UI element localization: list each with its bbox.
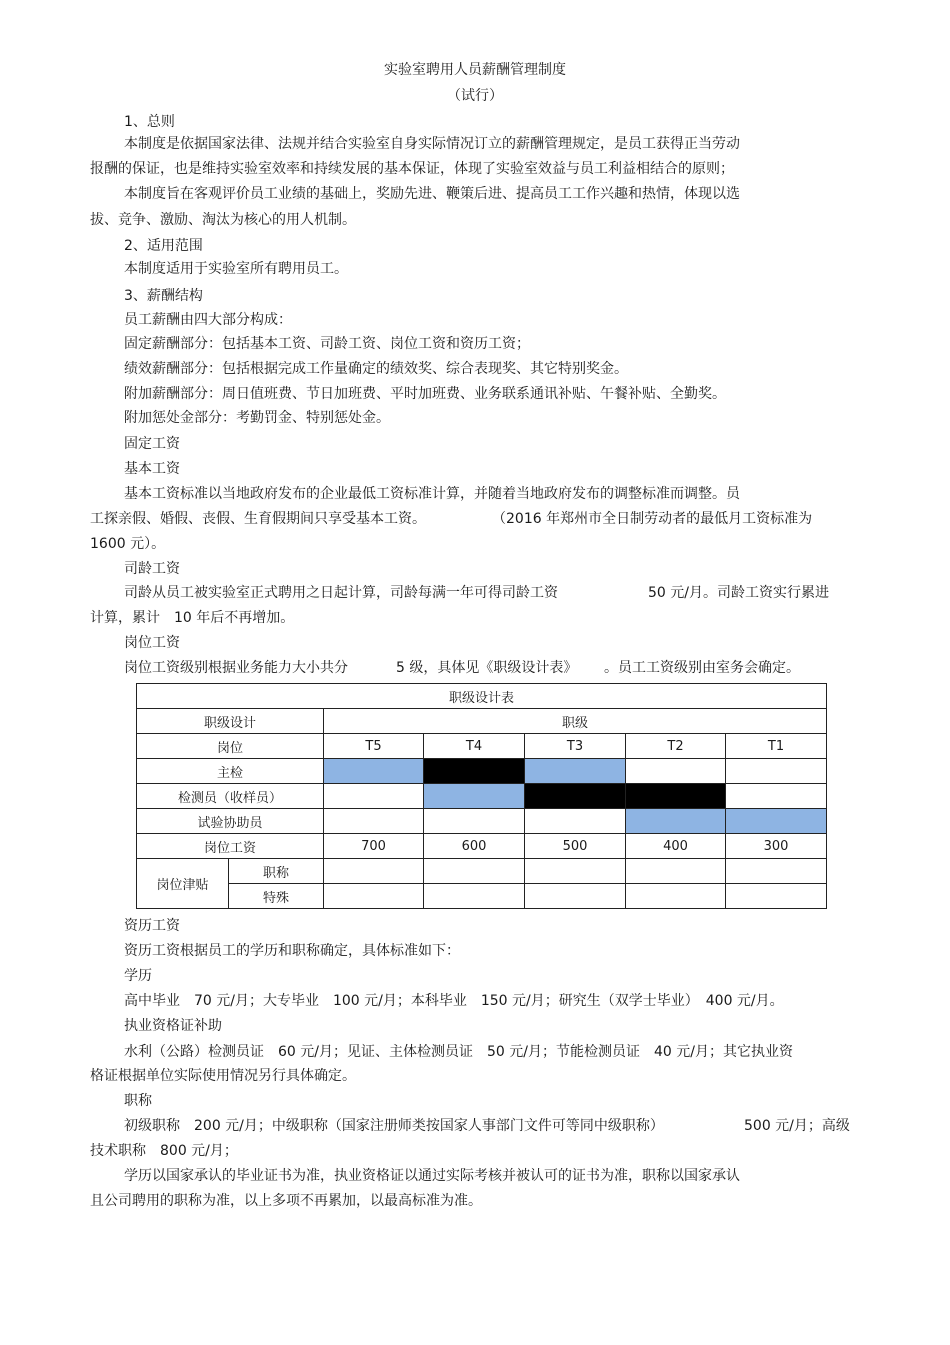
empty-cell	[626, 884, 726, 909]
paragraph-line: 500 元/月；高级	[744, 1118, 850, 1134]
paragraph-line: 50 元/月。司龄工资实行累进	[648, 585, 829, 601]
empty-cell	[525, 884, 626, 909]
subsection-heading: 执业资格证补助	[124, 1018, 222, 1034]
grade-cell	[525, 784, 626, 809]
wage-cell: 700	[324, 834, 424, 859]
post-name-cell: 试验协助员	[137, 809, 324, 834]
grade-cell	[726, 759, 827, 784]
paragraph-line: 技术职称 800 元/月；	[90, 1143, 238, 1159]
empty-cell	[726, 884, 827, 909]
grade-cell	[324, 759, 424, 784]
paragraph-line: 。员工工资级别由室务会确定。	[604, 660, 800, 676]
grade-cell	[525, 809, 626, 834]
paragraph-line: 初级职称 200 元/月；中级职称（国家注册师类按国家人事部门文件可等同中级职称）	[124, 1118, 664, 1134]
allowance-sub-cell: 职称	[229, 859, 324, 884]
paragraph-line: 资历工资根据员工的学历和职称确定，具体标准如下：	[124, 943, 460, 959]
paragraph-line: 本制度适用于实验室所有聘用员工。	[124, 261, 348, 277]
paragraph-line: 格证根据单位实际使用情况另行具体确定。	[90, 1068, 356, 1084]
empty-cell	[525, 859, 626, 884]
grade-cell	[626, 759, 726, 784]
subsection-heading: 固定工资	[124, 436, 180, 452]
paragraph-line: 计算，累计 10 年后不再增加。	[90, 610, 295, 626]
paragraph-line: 本制度是依据国家法律、法规并结合实验室自身实际情况订立的薪酬管理规定，是员工获得正当劳动	[124, 136, 740, 152]
paragraph-line: 员工薪酬由四大部分构成：	[124, 312, 292, 328]
paragraph-line: 高中毕业 70 元/月；大专毕业 100 元/月；本科毕业 150 元/月；研究生（双学士毕业） 400 元/月。	[124, 993, 784, 1009]
post-name-cell: 检测员（收样员）	[137, 784, 324, 809]
empty-cell	[324, 859, 424, 884]
level-cell: T2	[626, 734, 726, 759]
table-title: 职级设计表	[137, 684, 827, 709]
paragraph-line: 附加惩处金部分：考勤罚金、特别惩处金。	[124, 410, 390, 426]
paragraph-line: 附加薪酬部分：周日值班费、节日加班费、平时加班费、业务联系通讯补贴、午餐补贴、全勤奖。	[124, 386, 726, 402]
level-cell: T5	[324, 734, 424, 759]
paragraph-line: 1600 元）。	[90, 536, 166, 552]
grade-cell	[726, 784, 827, 809]
post-label-cell: 岗位	[137, 734, 324, 759]
empty-cell	[726, 859, 827, 884]
level-cell: T3	[525, 734, 626, 759]
post-name-cell: 主检	[137, 759, 324, 784]
grade-cell	[324, 809, 424, 834]
paragraph-line: 5 级，具体见《职级设计表》	[396, 660, 578, 676]
wage-cell: 600	[424, 834, 525, 859]
level-cell: T1	[726, 734, 827, 759]
grade-cell	[424, 784, 525, 809]
paragraph-line: 报酬的保证，也是维持实验室效率和持续发展的基本保证，体现了实验室效益与员工利益相结合的原则；	[90, 161, 734, 177]
table-row	[137, 809, 827, 834]
grade-cell	[424, 809, 525, 834]
section-heading: 3、薪酬结构	[124, 288, 203, 304]
subsection-heading: 司龄工资	[124, 561, 180, 577]
grade-design-table	[136, 683, 827, 909]
paragraph-line: （2016 年郑州市全日制劳动者的最低月工资标准为	[492, 511, 813, 527]
table-header-left: 职级设计	[137, 709, 324, 734]
paragraph-line: 拔、竞争、激励、淘汰为核心的用人机制。	[90, 212, 356, 228]
paragraph-line: 固定薪酬部分：包括基本工资、司龄工资、岗位工资和资历工资；	[124, 336, 530, 352]
level-cell: T4	[424, 734, 525, 759]
grade-cell	[324, 784, 424, 809]
section-heading: 2、适用范围	[124, 238, 203, 254]
paragraph-line: 且公司聘用的职称为准，以上多项不再累加，以最高标准为准。	[90, 1193, 482, 1209]
subsection-heading: 岗位工资	[124, 635, 180, 651]
paragraph-line: 基本工资标准以当地政府发布的企业最低工资标准计算，并随着当地政府发布的调整标准而调整。员	[124, 486, 740, 502]
empty-cell	[626, 859, 726, 884]
wage-cell: 300	[726, 834, 827, 859]
grade-cell	[525, 759, 626, 784]
empty-cell	[324, 884, 424, 909]
subsection-heading: 学历	[124, 968, 152, 984]
wage-cell: 500	[525, 834, 626, 859]
subsection-heading: 资历工资	[124, 918, 180, 934]
document-title: 实验室聘用人员薪酬管理制度	[384, 62, 566, 78]
grade-cell	[626, 784, 726, 809]
wage-label-cell: 岗位工资	[137, 834, 324, 859]
section-heading: 1、总则	[124, 114, 175, 130]
subsection-heading: 基本工资	[124, 461, 180, 477]
subsection-heading: 职称	[124, 1093, 152, 1109]
grade-cell	[424, 759, 525, 784]
empty-cell	[424, 859, 525, 884]
allowance-label-cell: 岗位津贴	[137, 859, 229, 909]
paragraph-line: 水利（公路）检测员证 60 元/月；见证、主体检测员证 50 元/月；节能检测员证 40 元/月；其它执业资	[124, 1044, 793, 1060]
paragraph-line: 本制度旨在客观评价员工业绩的基础上，奖励先进、鞭策后进、提高员工工作兴趣和热情，体现以选	[124, 186, 740, 202]
paragraph-line: 岗位工资级别根据业务能力大小共分	[124, 660, 348, 676]
table-header-right: 职级	[324, 709, 827, 734]
empty-cell	[424, 884, 525, 909]
table-row	[137, 759, 827, 784]
paragraph-line: 工探亲假、婚假、丧假、生育假期间只享受基本工资。	[90, 511, 426, 527]
allowance-sub-cell: 特殊	[229, 884, 324, 909]
grade-cell	[626, 809, 726, 834]
grade-cell	[726, 809, 827, 834]
table-row	[137, 784, 827, 809]
paragraph-line: 绩效薪酬部分：包括根据完成工作量确定的绩效奖、综合表现奖、其它特别奖金。	[124, 361, 628, 377]
paragraph-line: 学历以国家承认的毕业证书为准，执业资格证以通过实际考核并被认可的证书为准，职称以国家承认	[124, 1168, 740, 1184]
wage-cell: 400	[626, 834, 726, 859]
document-subtitle: （试行）	[447, 88, 503, 104]
paragraph-line: 司龄从员工被实验室正式聘用之日起计算，司龄每满一年可得司龄工资	[124, 585, 558, 601]
